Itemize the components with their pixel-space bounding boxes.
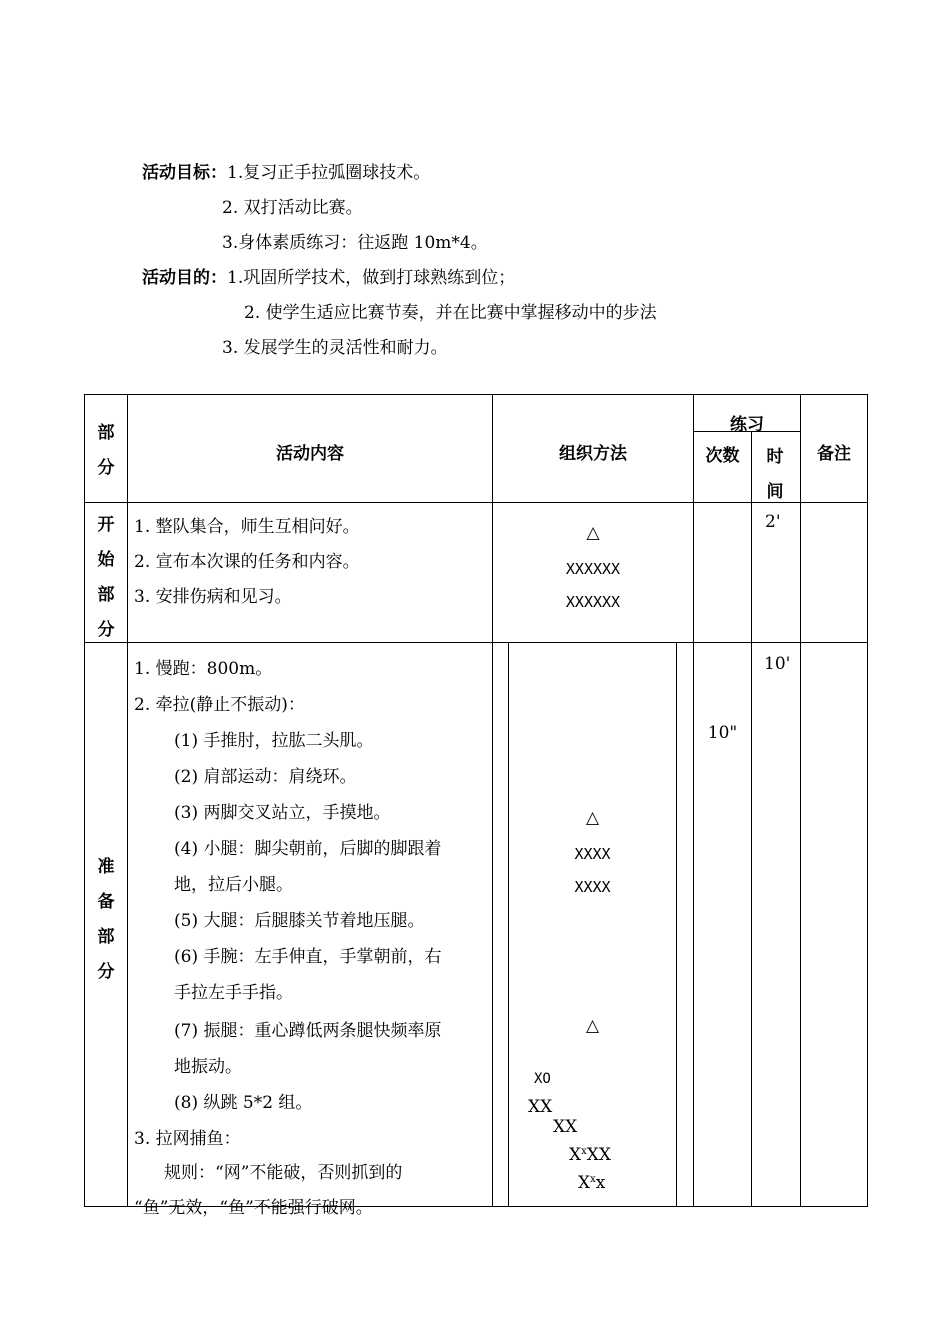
xx3-part-b: x — [595, 1173, 606, 1193]
prep-method-row-2: XXXX — [574, 878, 611, 896]
prep-method-triangle-2: △ — [585, 1016, 600, 1036]
prep-method-xxx — [569, 1145, 611, 1165]
header-content: 活动内容 — [276, 444, 344, 464]
header-count: 次数 — [705, 446, 740, 466]
start-part-label — [94, 508, 118, 648]
header-practice: 练习 — [730, 415, 764, 435]
prep-method-xx-3 — [578, 1173, 605, 1193]
prep-part-char-4: 分 — [97, 962, 115, 982]
prep-content-3: (1) 手推肘，拉肱二头肌。 — [174, 731, 374, 751]
prep-method-xo: XO — [534, 1071, 551, 1087]
header-notes: 备注 — [817, 444, 851, 464]
prep-time: 10' — [764, 654, 791, 674]
prep-content-16: “鱼”无效，“鱼”不能强行破网。 — [134, 1198, 373, 1218]
start-part-char-2: 始 — [97, 550, 115, 570]
goal-item-3: 3.身体素质练习：往返跑 10m*4。 — [222, 233, 488, 253]
prep-method-xx-1: XX — [528, 1097, 553, 1117]
header-time — [763, 440, 787, 510]
xxx-sup: x — [581, 1146, 587, 1157]
start-method-triangle: △ — [586, 523, 600, 543]
prep-content-14: 3. 拉网捕鱼： — [134, 1129, 241, 1149]
prep-part-char-2: 备 — [97, 892, 115, 912]
header-part-char-2: 分 — [97, 458, 115, 478]
prep-method-xx-2: XX — [553, 1117, 578, 1137]
header-part-char-1: 部 — [97, 423, 115, 443]
prep-content-2: 2. 牵拉(静止不振动)： — [134, 695, 305, 715]
xx3-sup: x — [590, 1174, 596, 1185]
prep-count: 10" — [707, 723, 738, 743]
goals-label: 活动目标： — [142, 163, 227, 183]
header-part — [94, 416, 118, 486]
start-part-char-4: 分 — [97, 620, 115, 640]
prep-part-char-1: 准 — [97, 857, 115, 877]
prep-content-4: (2) 肩部运动：肩绕环。 — [174, 767, 357, 787]
goal-item-2: 2. 双打活动比赛。 — [222, 198, 363, 218]
xxx-part-a: X — [569, 1145, 582, 1165]
header-time-char-1: 时 — [766, 447, 784, 467]
prep-content-13: (8) 纵跳 5*2 组。 — [174, 1093, 313, 1113]
prep-content-1: 1. 慢跑：800m。 — [134, 659, 273, 679]
prep-content-12: 地振动。 — [174, 1057, 242, 1077]
start-method-row-1: XXXXXX — [565, 560, 621, 578]
header-method: 组织方法 — [559, 444, 627, 464]
prep-method-triangle-1: △ — [585, 808, 600, 828]
purpose-item-3: 3. 发展学生的灵活性和耐力。 — [222, 338, 448, 358]
purpose-item-2: 2. 使学生适应比赛节奏，并在比赛中掌握移动中的步法 — [244, 303, 657, 323]
xxx-part-b: XX — [586, 1145, 611, 1165]
prep-content-5: (3) 两脚交叉站立，手摸地。 — [174, 803, 391, 823]
start-method-row-2: XXXXXX — [565, 593, 621, 611]
prep-content-6: (4) 小腿：脚尖朝前，后脚的脚跟着 — [174, 839, 442, 859]
start-content-1: 1. 整队集合，师生互相问好。 — [134, 517, 360, 537]
start-content-3: 3. 安排伤病和见习。 — [134, 587, 292, 607]
prep-content-11: (7) 振腿：重心蹲低两条腿快频率原 — [174, 1021, 442, 1041]
prep-content-15: 规则：“网”不能破，否则抓到的 — [164, 1163, 403, 1183]
start-time: 2' — [765, 512, 781, 532]
prep-content-9: (6) 手腕：左手伸直，手掌朝前，右 — [174, 947, 442, 967]
prep-content-7: 地，拉后小腿。 — [174, 875, 293, 895]
prep-content-8: (5) 大腿：后腿膝关节着地压腿。 — [174, 911, 425, 931]
goal-item-1: 1.复习正手拉弧圈球技术。 — [227, 163, 431, 183]
start-part-char-1: 开 — [97, 515, 115, 535]
prep-part-label — [94, 850, 118, 990]
start-content-2: 2. 宣布本次课的任务和内容。 — [134, 552, 360, 572]
prep-content — [128, 642, 492, 1218]
purpose-item-1: 1.巩固所学技术，做到打球熟练到位； — [227, 268, 516, 288]
header-time-char-2: 间 — [766, 482, 784, 502]
prep-content-10: 手拉左手手指。 — [174, 983, 293, 1003]
purposes-label: 活动目的： — [142, 268, 227, 288]
prep-method-row-1: XXXX — [574, 845, 611, 863]
start-part-char-3: 部 — [97, 585, 115, 605]
prep-part-char-3: 部 — [97, 927, 115, 947]
xx3-part-a: X — [578, 1173, 591, 1193]
